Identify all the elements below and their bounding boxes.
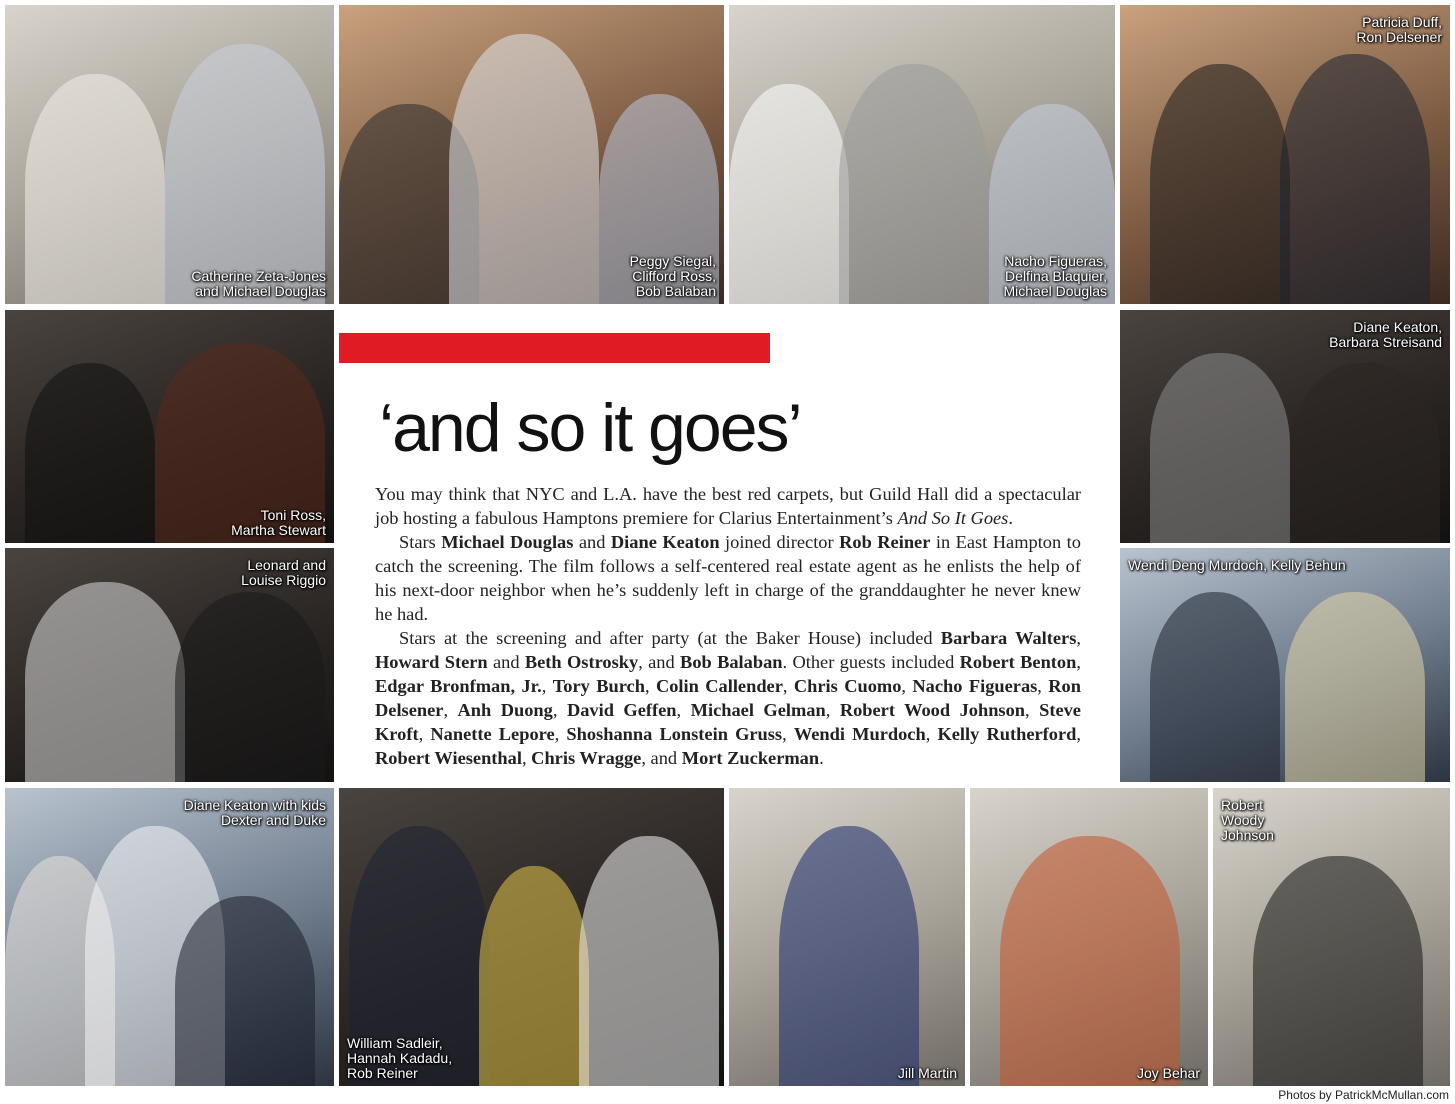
photo-figure	[1150, 353, 1290, 543]
film-title: And So It Goes	[897, 508, 1009, 528]
guest-name: Mort Zuckerman	[681, 748, 820, 768]
paragraph-text: , and	[641, 748, 682, 768]
photo-figure	[175, 896, 315, 1086]
photo-figure	[1280, 54, 1430, 304]
paragraph-text: joined director	[719, 532, 840, 552]
guest-name: Steve Kroft	[375, 700, 1081, 744]
guest-name: Colin Callender	[655, 676, 783, 696]
photo-caption: Robert Woody Johnson	[1221, 797, 1274, 843]
photo-caption: Joy Behar	[1136, 1065, 1200, 1081]
article-body	[375, 482, 1081, 770]
guest-name: Robert Wood Johnson	[839, 700, 1026, 720]
guest-name: Ron Delsener	[375, 676, 1081, 720]
guest-name: Michael Gelman	[690, 700, 826, 720]
paragraph-text: . Other guests included	[782, 652, 960, 672]
photo-murdoch-behun	[1120, 548, 1450, 782]
paragraph-text: Stars	[399, 532, 442, 552]
photo-figure	[25, 582, 185, 782]
paragraph-text: Stars at the screening and after party (at the Baker House) included	[399, 628, 941, 648]
article-paragraph-1	[375, 482, 1081, 530]
photo-figure	[839, 64, 989, 304]
guest-name: David Geffen	[566, 700, 677, 720]
guest-name: Robert Benton	[959, 652, 1077, 672]
photo-figure	[25, 363, 155, 543]
article-paragraph-2	[375, 530, 1081, 626]
photo-figure	[729, 84, 849, 304]
guest-list: Robert Benton, Edgar Bronfman, Jr., Tory Burch, Colin Callender, Chris Cuomo, Nacho Figueras, Ron Delsener, Anh Duong, David Geffen, Michael Gelman, Robert Wood Johnson, Steve Kroft, Nanette Lepore, Shoshanna Lonstein Gruss, Wendi Murdoch, Kelly Rutherford, Robert Wiesenthal, Chris Wragge	[375, 652, 1081, 768]
paragraph-text: in East Hampton to catch the screening. The film follows a self-centered real estate agent as he enlists the help of his next-door neighbor when he’s suddenly left in charge of the granddaughter he never knew he had.	[375, 532, 1081, 624]
guest-name: Robert Wiesenthal	[375, 748, 522, 768]
photo-figure	[165, 44, 325, 304]
red-accent-bar	[339, 333, 770, 363]
guest-name: Tory Burch	[552, 676, 645, 696]
guest-name: Chris Cuomo	[793, 676, 902, 696]
article-headline: ‘and so it goes’	[379, 390, 801, 466]
guest-name: Nacho Figueras	[912, 676, 1038, 696]
photo-figure	[779, 826, 919, 1086]
photo-caption: Nacho Figueras, Delfina Blaquier, Michael Douglas	[1003, 253, 1107, 299]
photo-zeta-jones-douglas	[5, 5, 334, 304]
guest-name: Shoshanna Lonstein Gruss	[566, 724, 783, 744]
star-name: Michael Douglas	[441, 532, 574, 552]
guest-name: Chris Wragge	[531, 748, 642, 768]
photo-figure	[175, 592, 325, 782]
photo-figure	[25, 74, 165, 304]
director-name: Rob Reiner	[839, 532, 931, 552]
paragraph-text: and	[573, 532, 611, 552]
photo-caption: Patricia Duff, Ron Delsener	[1356, 14, 1442, 45]
photo-figure	[449, 34, 599, 304]
star-name: Howard Stern	[375, 652, 488, 672]
photo-figure	[1253, 856, 1423, 1086]
paragraph-text: and	[487, 652, 525, 672]
guest-name: Kelly Rutherford	[937, 724, 1077, 744]
photo-jill-martin	[729, 788, 965, 1086]
photo-figueras-blaquier-douglas	[729, 5, 1115, 304]
star-name: Diane Keaton	[610, 532, 720, 552]
guest-name: Nanette Lepore	[430, 724, 555, 744]
paragraph-text: .	[1008, 508, 1013, 528]
photo-credit: Photos by PatrickMcMullan.com	[1278, 1088, 1449, 1102]
photo-figure	[579, 836, 719, 1086]
photo-joy-behar	[970, 788, 1208, 1086]
star-name: Barbara Walters	[940, 628, 1077, 648]
photo-ross-stewart	[5, 310, 334, 543]
photo-caption: Diane Keaton, Barbara Streisand	[1329, 319, 1442, 350]
photo-siegal-ross-balaban	[339, 5, 724, 304]
paragraph-text: ,	[1076, 628, 1081, 648]
photo-figure	[1290, 363, 1440, 543]
photo-riggio	[5, 548, 334, 782]
paragraph-text: You may think that NYC and L.A. have the best red carpets, but Guild Hall did a spectacular job hosting a fabulous Hamptons premiere for Clarius Entertainment’s	[375, 484, 1081, 528]
photo-caption: William Sadleir, Hannah Kadadu, Rob Reiner	[347, 1035, 453, 1081]
paragraph-text: , and	[638, 652, 681, 672]
photo-caption: Toni Ross, Martha Stewart	[231, 507, 326, 538]
photo-caption: Leonard and Louise Riggio	[241, 557, 326, 588]
photo-figure	[1150, 64, 1290, 304]
photo-figure	[1285, 592, 1425, 782]
paragraph-text: .	[819, 748, 824, 768]
photo-caption: Peggy Siegal, Clifford Ross, Bob Balaban	[629, 253, 716, 299]
photo-sadleir-kadadu-reiner	[339, 788, 724, 1086]
photo-caption: Wendi Deng Murdoch, Kelly Behun	[1128, 557, 1346, 573]
article	[339, 310, 1114, 783]
photo-figure	[479, 866, 589, 1086]
photo-caption: Diane Keaton with kids Dexter and Duke	[183, 797, 326, 828]
star-name: Bob Balaban	[680, 652, 783, 672]
guest-name: Edgar Bronfman, Jr.	[375, 676, 542, 696]
photo-figure	[1150, 592, 1280, 782]
photo-duff-delsener	[1120, 5, 1450, 304]
star-name: Beth Ostrosky	[524, 652, 639, 672]
guest-name: Anh Duong	[457, 700, 553, 720]
photo-caption: Catherine Zeta-Jones and Michael Douglas	[191, 268, 326, 299]
photo-caption: Jill Martin	[897, 1065, 957, 1081]
photo-keaton-kids	[5, 788, 334, 1086]
article-paragraph-3	[375, 626, 1081, 770]
photo-woody-johnson	[1213, 788, 1450, 1086]
guest-name: Wendi Murdoch	[793, 724, 926, 744]
photo-keaton-streisand	[1120, 310, 1450, 543]
photo-figure	[1000, 836, 1180, 1086]
